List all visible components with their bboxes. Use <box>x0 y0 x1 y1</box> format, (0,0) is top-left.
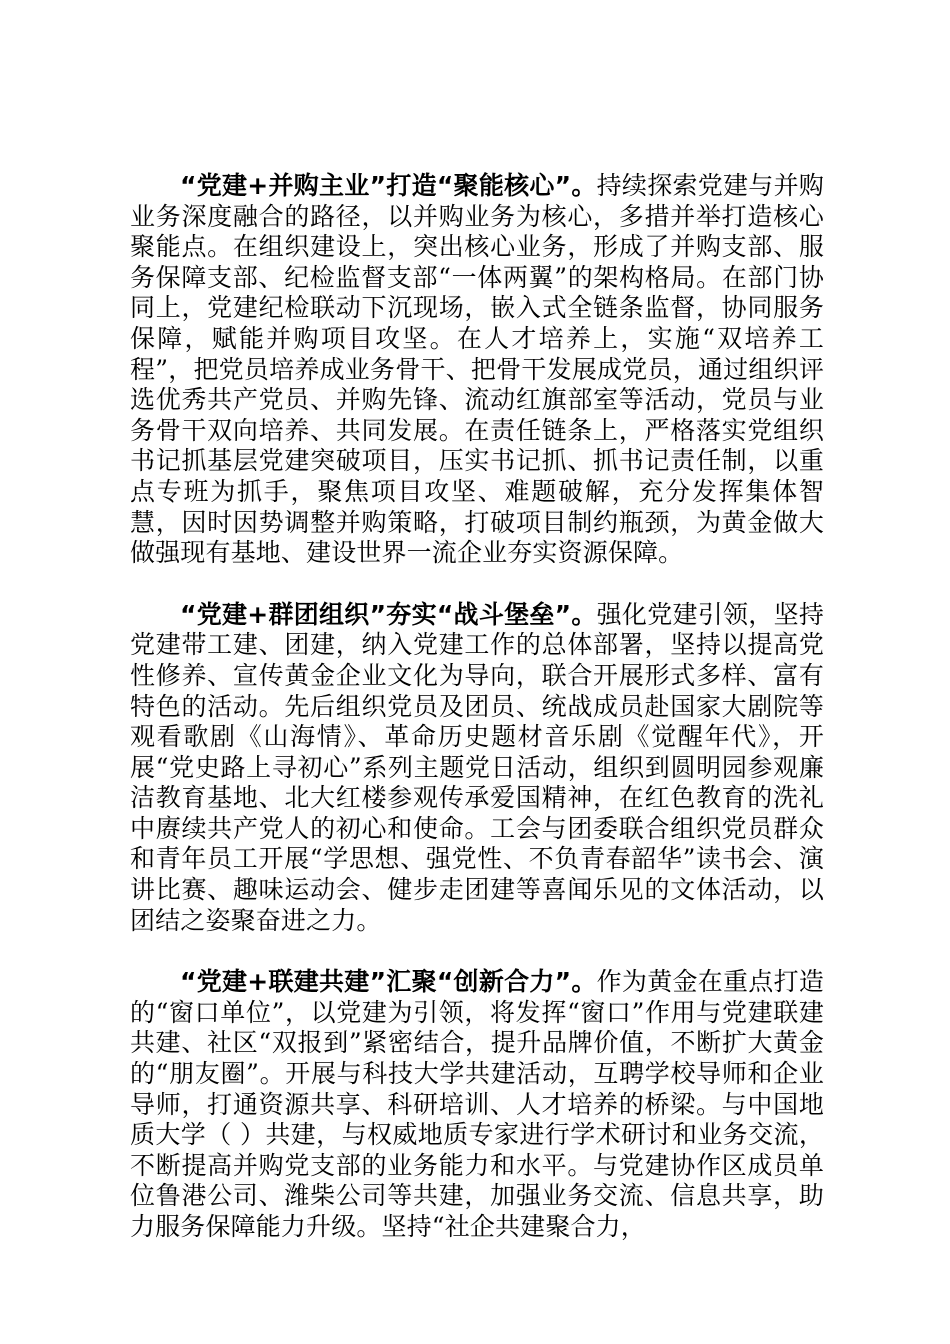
paragraph-heading: “党建+联建共建”汇聚“创新合力”。 <box>180 967 597 997</box>
paragraph-text: 强化党建引领，坚持党建带工建、团建，纳入党建工作的总体部署，坚持以提高党性修养、宣传黄金企业文化为导向，联合开展形式多样、富有特色的活动。先后组织党员及团员、统战成员赴国家大剧院等观看歌剧《山海情》、革命历史题材音乐剧《觉醒年代》，开展“党史路上寻初心”系列主题党日活动，组织到圆明园参观廉洁教育基地、北大红楼参观传承爱国精神，在红色教育的洗礼中赓续共产党人的初心和使命。工会与团委联合组织党员群众和青年员工开展“学思想、强党性、不负青春韶华”读书会、演讲比赛、趣味运动会、健步走团建等喜闻乐见的文体活动，以团结之姿聚奋进之力。 <box>130 599 824 935</box>
paragraph-heading: “党建+并购主业”打造“聚能核心”。 <box>180 171 597 200</box>
paragraph-text: 作为黄金在重点打造的“窗口单位”，以党建为引领，将发挥“窗口”作用与党建联建共建、社区“双报到”紧密结合，提升品牌价值，不断扩大黄金的“朋友圈”。开展与科技大学共建活动，互聘学校导师和企业导师，打通资源共享、科研培训、人才培养的桥梁。与中国地质大学（ ）共建，与权威地质专家进行学术研讨和业务交流，不断提高并购党支部的业务能力和水平。与党建协作区成员单位鲁港公司、潍柴公司等共建，加强业务交流、信息共享，助力服务保障能力升级。坚持“社企共建聚合力， <box>130 967 824 1241</box>
paragraph-text: 持续探索党建与并购业务深度融合的路径，以并购业务为核心，多措并举打造核心聚能点。在组织建设上，突出核心业务，形成了并购支部、服务保障支部、纪检监督支部“一体两翼”的架构格局。在部门协同上，党建纪检联动下沉现场，嵌入式全链条监督，协同服务保障，赋能并购项目攻坚。在人才培养上，实施“双培养工程”，把党员培养成业务骨干、把骨干发展成党员，通过组织评选优秀共产党员、并购先锋、流动红旗部室等活动，党员与业务骨干双向培养、共同发展。在责任链条上，严格落实党组织书记抓基层党建突破项目，压实书记抓、抓书记责任制，以重点专班为抓手，聚焦项目攻坚、难题破解，充分发挥集体智慧，因时因势调整并购策略，打破项目制约瓶颈，为黄金做大做强现有基地、建设世界一流企业夯实资源保障。 <box>130 171 824 568</box>
paragraph-joint-building <box>130 967 824 1242</box>
paragraph-heading: “党建+群团组织”夯实“战斗堡垒”。 <box>180 599 597 629</box>
paragraph-merger-core <box>130 171 824 569</box>
paragraph-mass-organizations <box>130 600 824 937</box>
document-body <box>130 171 824 1243</box>
